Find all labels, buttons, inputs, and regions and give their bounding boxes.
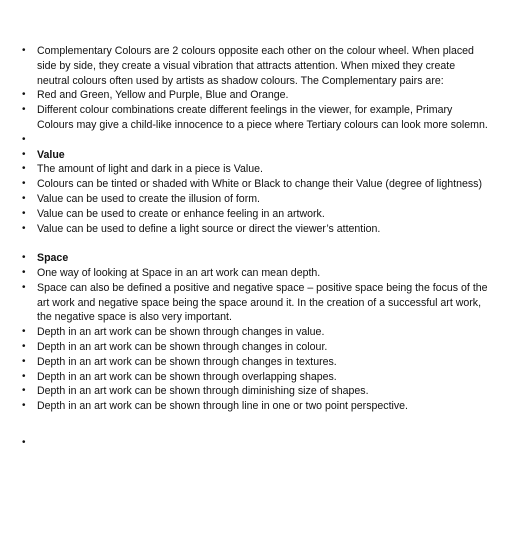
bullet-icon: • [22, 340, 26, 352]
list-item-text: Colours can be tinted or shaded with White or Black to change their Value (degree of lightness) [37, 178, 482, 191]
bullet-icon: • [22, 45, 26, 56]
bullet-icon: • [22, 266, 26, 278]
list-item-text: Value can be used to create the illusion of form. [37, 192, 260, 205]
list-item-text: Depth in an art work can be shown through overlapping shapes. [37, 370, 337, 383]
list-item [22, 103, 489, 133]
list-item [22, 370, 489, 385]
section-heading-space: Space [37, 252, 69, 265]
list-item [22, 340, 489, 355]
bullet-icon: • [22, 252, 26, 264]
list-item-text: Red and Green, Yellow and Purple, Blue and Orange. [37, 89, 289, 102]
bullet-icon: • [22, 400, 26, 412]
list-item-empty [22, 436, 489, 451]
bullet-icon: • [22, 281, 26, 293]
paragraph-spacer [22, 414, 489, 436]
section-heading-value: Value [37, 148, 65, 161]
section-heading-item [22, 148, 489, 163]
list-item [22, 162, 489, 177]
list-item-text: Value can be used to create or enhance feeling in an artwork. [37, 207, 325, 220]
list-item [22, 88, 489, 103]
list-item-empty [22, 133, 489, 148]
list-item [22, 266, 489, 281]
list-item [22, 281, 489, 325]
bullet-icon: • [22, 133, 26, 145]
list-item-text: Space can also be defined a positive and negative space – positive space being the focus of the art work and negative space being the space around it. In the creation of a successful art work, the negative space is also very important. [37, 281, 488, 324]
list-item [22, 177, 489, 192]
list-item [22, 207, 489, 222]
list-item-text: Different colour combinations create different feelings in the viewer, for example, Primary Colours may give a child-like innocence to a piece where Tertiary colours can look more solemn. [37, 104, 488, 131]
list-item [22, 222, 489, 237]
bullet-icon: • [22, 355, 26, 367]
list-item-text: Depth in an art work can be shown through changes in colour. [37, 340, 328, 353]
bullet-icon: • [22, 436, 26, 448]
list-item-text: Depth in an art work can be shown through line in one or two point perspective. [37, 400, 408, 413]
list-item-text: Complementary Colours are 2 colours opposite each other on the colour wheel. When placed side by side, they create a visual vibration that attracts attention. When mixed they create neutral colours often used by artists as shadow colours. The Complementary pairs are: [37, 45, 474, 87]
bullet-icon: • [22, 207, 26, 219]
bullet-icon: • [22, 104, 26, 116]
bullet-icon: • [22, 222, 26, 234]
list-item-text: Depth in an art work can be shown through changes in value. [37, 326, 325, 339]
bullet-icon: • [22, 89, 26, 101]
bullet-icon: • [22, 163, 26, 175]
bullet-icon: • [22, 326, 26, 338]
list-item [22, 44, 489, 88]
list-item [22, 355, 489, 370]
list-item-text: Value can be used to define a light source or direct the viewer’s attention. [37, 222, 381, 235]
list-item-text: One way of looking at Space in an art work can mean depth. [37, 266, 321, 279]
list-item [22, 325, 489, 340]
list-item-text: Depth in an art work can be shown through diminishing size of shapes. [37, 385, 369, 398]
section-heading-item [22, 251, 489, 266]
list-item [22, 399, 489, 414]
bullet-icon: • [22, 178, 26, 190]
bullet-icon: • [22, 370, 26, 382]
bullet-icon: • [22, 192, 26, 204]
bullet-icon: • [22, 385, 26, 397]
list-item [22, 384, 489, 399]
paragraph-spacer [22, 236, 489, 251]
list-item-text: The amount of light and dark in a piece is Value. [37, 163, 263, 176]
list-item [22, 192, 489, 207]
list-item-text: Depth in an art work can be shown through changes in textures. [37, 355, 337, 368]
bullet-icon: • [22, 148, 26, 160]
